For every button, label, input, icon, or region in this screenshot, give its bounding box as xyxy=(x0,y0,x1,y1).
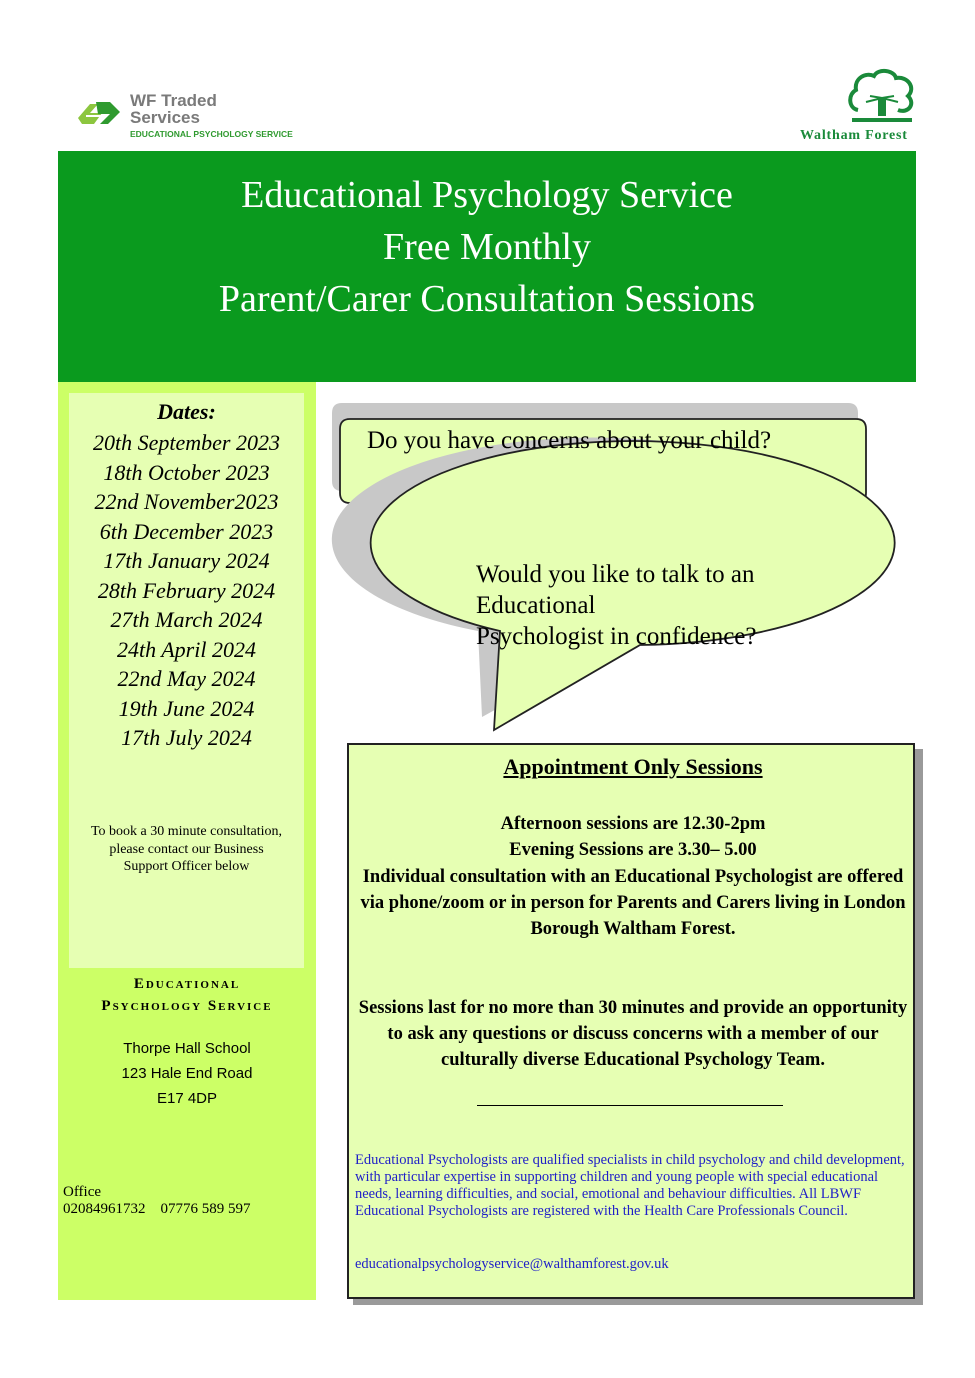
wf-traded-subtitle: EDUCATIONAL PSYCHOLOGY SERVICE xyxy=(130,129,293,139)
date-item: 17th July 2024 xyxy=(121,725,252,750)
date-item: 27th March 2024 xyxy=(110,607,263,632)
waltham-forest-name: Waltham Forest xyxy=(800,128,908,143)
contact-email[interactable]: educationalpsychologyservice@walthamforest.gov.uk xyxy=(355,1256,669,1272)
date-item: 22nd November2023 xyxy=(94,489,279,514)
wf-arrows-icon xyxy=(74,94,124,132)
divider xyxy=(477,1105,783,1106)
psychologist-info: Educational Psychologists are qualified specialists in child psychology and child development, with particular expertise in supporting children and young people with special educational needs, learning difficulties, and social, emotional and behaviour difficulties. All LBWF Educational Psychologists are registered with the Health Care Professionals Council. xyxy=(355,1152,905,1219)
title-banner xyxy=(58,151,916,382)
individual-consultation: Individual consultation with an Educational Psychologist are offered via phone/zoom or in person for Parents and Carers living in London Borough Waltham Forest. xyxy=(360,867,906,939)
office-phone-numbers: 02084961732 07776 589 597 xyxy=(63,1201,251,1217)
session-details: Sessions last for no more than 30 minutes and provide an opportunity to ask any questions or discuss concerns with a member of our culturally diverse Educational Psychology Team. xyxy=(358,998,908,1070)
banner-title-line3: Parent/Carer Consultation Sessions xyxy=(218,278,756,320)
date-item: 19th June 2024 xyxy=(118,695,255,721)
dates-heading: Dates: xyxy=(157,399,216,424)
callout-question-1: Do you have concerns about your child? xyxy=(367,427,772,454)
date-item: 20th September 2023 xyxy=(93,430,280,455)
dates-panel xyxy=(69,393,304,968)
address-line: E17 4DP xyxy=(156,1090,218,1107)
booking-note: To book a 30 minute consultation, please contact our Business Support Officer below xyxy=(90,824,283,874)
banner-title-line1: Educational Psychology Service xyxy=(241,174,733,216)
evening-sessions: Evening Sessions are 3.30– 5.00 xyxy=(509,840,757,860)
tree-icon xyxy=(846,68,918,126)
appointment-info-box xyxy=(347,743,915,1299)
callout-question-2: Would you like to talk to an Educational Psychologist in confidence? xyxy=(476,561,757,650)
banner-title-line2: Free Monthly xyxy=(383,226,591,268)
date-item: 22nd May 2024 xyxy=(117,666,256,691)
service-name-line2: Psychology Service xyxy=(101,998,273,1014)
service-name-line1: Educational xyxy=(133,976,241,992)
address-line: 123 Hale End Road xyxy=(121,1065,253,1082)
date-item: 17th January 2024 xyxy=(103,548,270,573)
date-item: 28th February 2024 xyxy=(97,577,276,603)
afternoon-sessions: Afternoon sessions are 12.30-2pm xyxy=(500,814,766,834)
date-item: 6th December 2023 xyxy=(99,518,274,544)
office-label: Office xyxy=(63,1184,102,1200)
date-item: 18th October 2023 xyxy=(103,459,270,485)
wf-traded-name: WF Traded Services xyxy=(130,91,217,127)
date-item: 24th April 2024 xyxy=(117,636,256,662)
appointment-title: Appointment Only Sessions xyxy=(503,754,763,779)
wf-traded-services-logo xyxy=(74,90,314,145)
waltham-forest-logo xyxy=(796,68,936,148)
address-line: Thorpe Hall School xyxy=(123,1040,251,1057)
